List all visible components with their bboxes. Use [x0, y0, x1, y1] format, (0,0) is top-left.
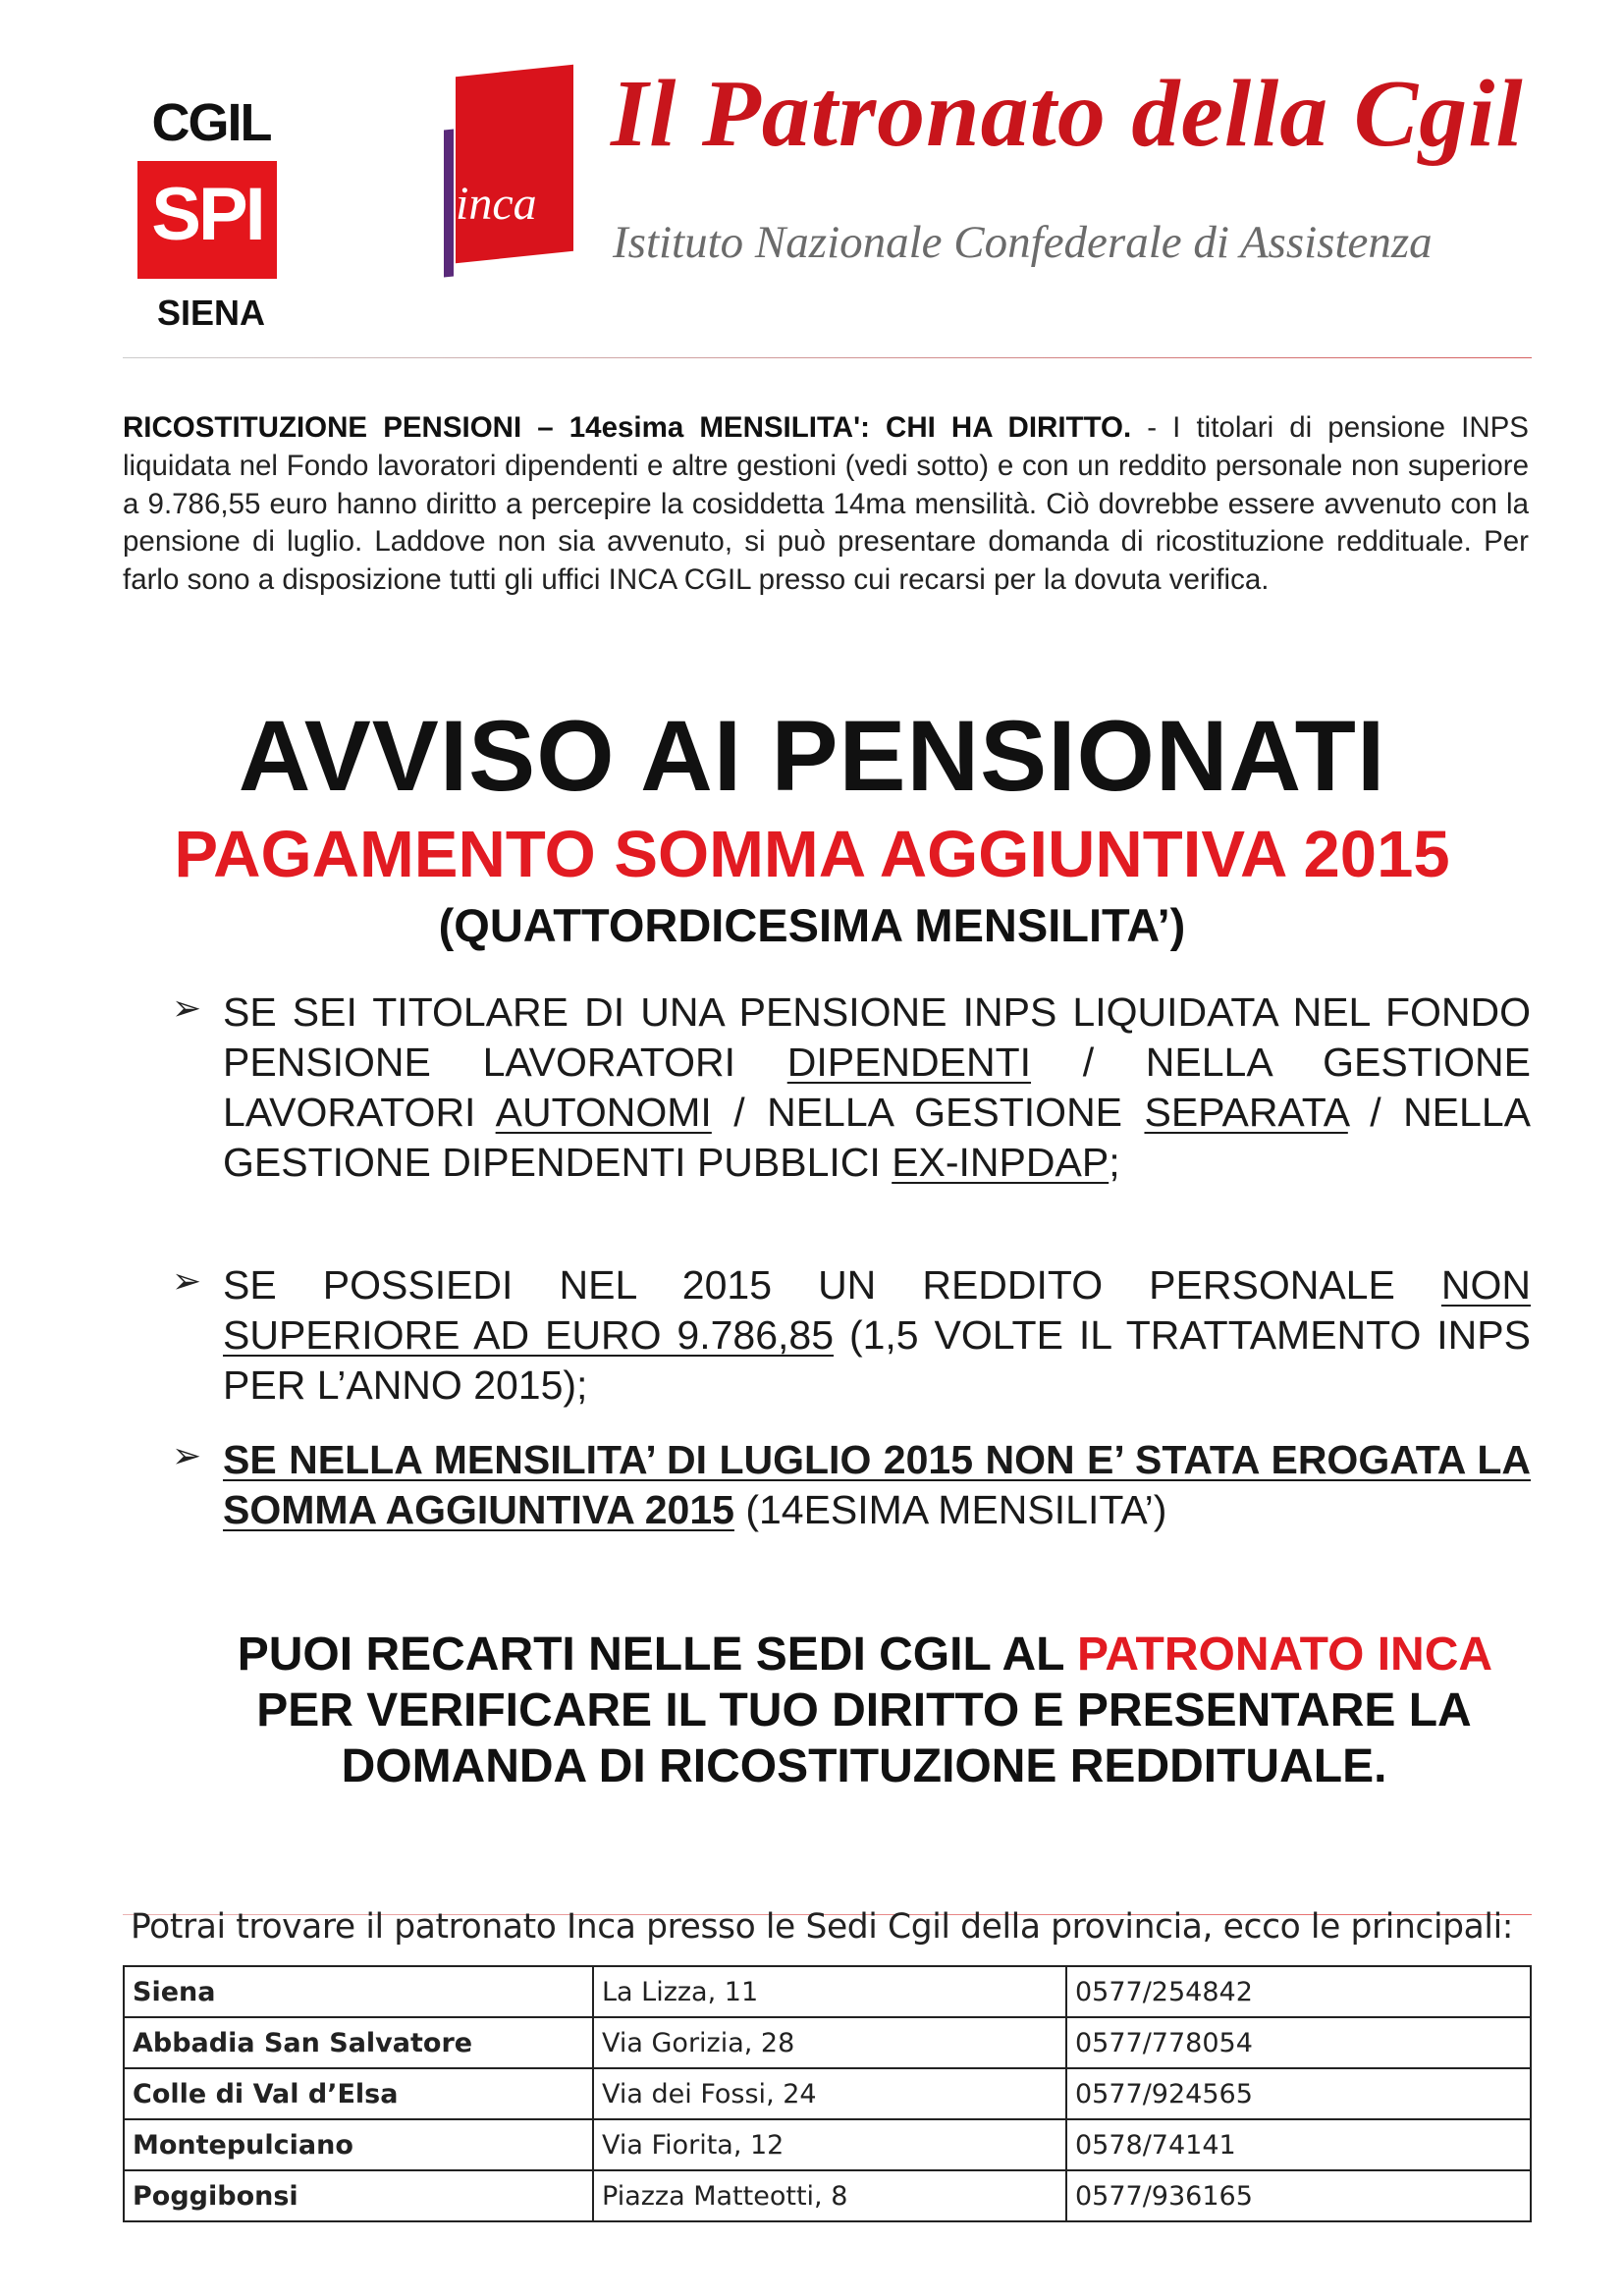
bullet-text-part: / NELLA GESTIONE DIPENDENTI PUBBLICI — [223, 1090, 1531, 1185]
bullet-text — [223, 1435, 1531, 1535]
header-title: Il Patronato della Cgil — [611, 61, 1524, 167]
cgil-spi-logo — [137, 93, 285, 334]
office-city: Montepulciano — [124, 2119, 593, 2170]
bullet-underlined-text: DIPENDENTI — [786, 1040, 1032, 1085]
inca-logo-accent — [444, 129, 454, 277]
office-address: Piazza Matteotti, 8 — [593, 2170, 1066, 2221]
cta-highlight: PATRONATO INCA — [1076, 1629, 1491, 1681]
bullet-text — [223, 1260, 1531, 1411]
bullet-underlined-text: AUTONOMI — [495, 1090, 712, 1135]
office-city: Abbadia San Salvatore — [124, 2017, 593, 2068]
arrow-bullet-icon: ➢ — [172, 1260, 202, 1301]
office-city: Colle di Val d’Elsa — [124, 2068, 593, 2119]
spi-logo-box: SPI — [137, 155, 277, 279]
notice-subtitle: PAGAMENTO SOMMA AGGIUNTIVA 2015 — [174, 818, 1450, 891]
table-row — [124, 2119, 1531, 2170]
intro-paragraph — [123, 409, 1529, 600]
bullet-text — [223, 988, 1531, 1188]
arrow-bullet-icon: ➢ — [172, 1435, 202, 1475]
bullet-text-part: / NELLA GESTIONE LAVORATORI — [223, 1040, 1531, 1135]
notice-title: AVVISO AI PENSIONATI — [238, 700, 1386, 812]
intro-body: - I titolari di pensione INPS liquidata nel Fondo lavoratori dipendenti e altre gestioni (vedi sotto) e con un reddito personale non superiore a 9.786,55 euro hanno diritto a percepire la cosiddetta 14ma mensilità. Ciò dovrebbe essere avvenuto con la pensione di luglio. Laddove non sia avvenuto, si può presentare domanda di ricostituzione reddituale. Per farlo sono a disposizione tutti gli uffici INCA CGIL presso cui recarsi per la dovuta verifica. — [123, 411, 1529, 597]
table-row — [124, 2170, 1531, 2221]
office-phone: 0577/778054 — [1066, 2017, 1531, 2068]
logo-city-label: SIENA — [156, 293, 266, 333]
header-divider — [123, 357, 1532, 358]
offices-table — [123, 1965, 1532, 2222]
bullet-underlined-text: NON SUPERIORE AD EURO 9.786,85 — [223, 1262, 1531, 1358]
bullet-text-part: (14ESIMA MENSILITA’) — [733, 1487, 1167, 1532]
notice-subtitle-parenthetical: (QUATTORDICESIMA MENSILITA’) — [438, 899, 1186, 951]
cta-text-part: PUOI RECARTI NELLE SEDI CGIL AL — [237, 1629, 1077, 1681]
bullet-text-part: (1,5 VOLTE IL TRATTAMENTO INPS PER L’ANNO 2015); — [223, 1312, 1531, 1408]
office-phone: 0578/74141 — [1066, 2119, 1531, 2170]
bullet-underlined-text: SEPARATA — [1144, 1090, 1348, 1135]
office-city: Siena — [124, 1966, 593, 2017]
arrow-bullet-icon: ➢ — [172, 988, 202, 1028]
cgil-logo-text: CGIL — [151, 93, 271, 152]
office-address: Via dei Fossi, 24 — [593, 2068, 1066, 2119]
bullet-text-part: SE SEI TITOLARE DI UNA PENSIONE INPS LIQUIDATA NEL FONDO PENSIONE LAVORATORI — [223, 989, 1531, 1085]
inca-logo-block — [456, 65, 573, 264]
bullet-underlined-text: EX-INPDAP — [892, 1140, 1110, 1185]
office-phone: 0577/936165 — [1066, 2170, 1531, 2221]
bullet-underlined-text: SE NELLA MENSILITA’ DI LUGLIO 2015 NON E’ STATA EROGATA LA SOMMA AGGIUNTIVA 2015 — [223, 1437, 1531, 1532]
office-phone: 0577/924565 — [1066, 2068, 1531, 2119]
office-phone: 0577/254842 — [1066, 1966, 1531, 2017]
office-address: La Lizza, 11 — [593, 1966, 1066, 2017]
table-row — [124, 1966, 1531, 2017]
header-subtitle: Istituto Nazionale Confederale di Assistenza — [613, 217, 1433, 268]
inca-logo-text: inca — [456, 178, 537, 230]
bullet-text-part: / NELLA GESTIONE — [711, 1090, 1145, 1135]
inca-logo — [444, 61, 571, 257]
bullet-text-part: SE POSSIEDI NEL 2015 UN REDDITO PERSONALE — [223, 1262, 1441, 1308]
bullet-text-part: ; — [1109, 1140, 1120, 1185]
table-row — [124, 2068, 1531, 2119]
office-address: Via Fiorita, 12 — [593, 2119, 1066, 2170]
offices-intro: Potrai trovare il patronato Inca presso le Sedi Cgil della provincia, ecco le principali: — [131, 1907, 1514, 1947]
office-address: Via Gorizia, 28 — [593, 2017, 1066, 2068]
cta-text-part: PER VERIFICARE IL TUO DIRITTO E PRESENTARE LA DOMANDA DI RICOSTITUZIONE REDDITUALE. — [256, 1684, 1472, 1792]
intro-heading: RICOSTITUZIONE PENSIONI – 14esima MENSILITA': CHI HA DIRITTO. — [123, 411, 1132, 444]
table-row — [124, 2017, 1531, 2068]
call-to-action — [226, 1627, 1502, 1794]
office-city: Poggibonsi — [124, 2170, 593, 2221]
